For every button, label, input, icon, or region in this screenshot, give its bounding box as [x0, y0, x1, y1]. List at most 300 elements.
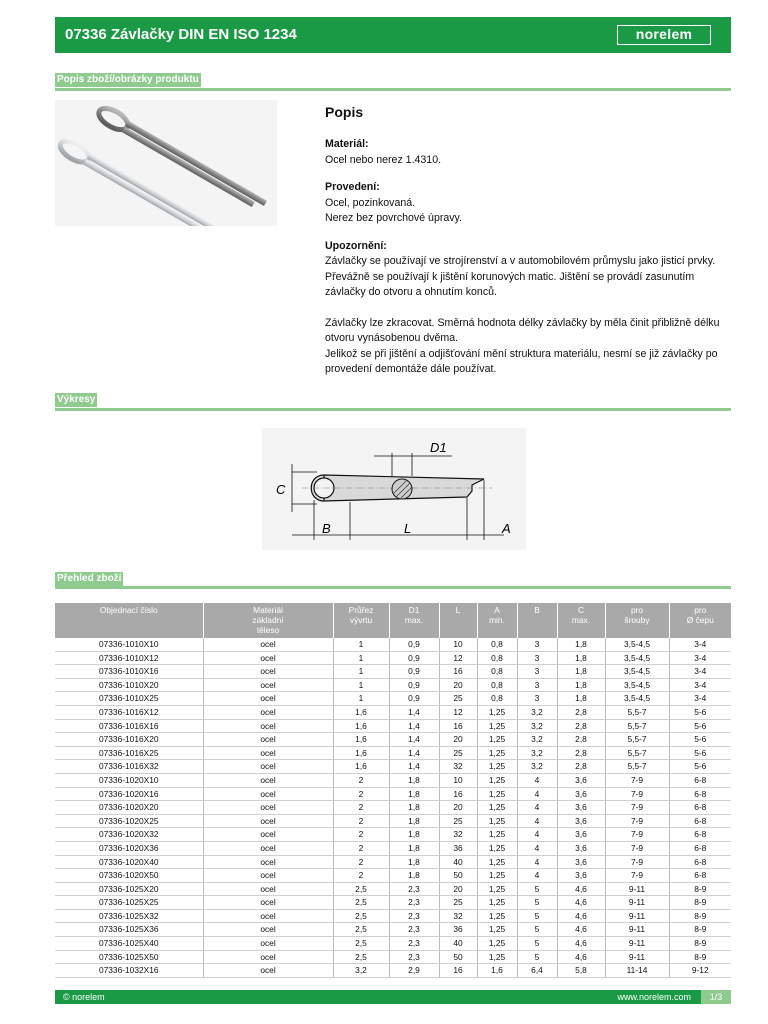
table-cell: 1,8 [389, 814, 439, 828]
table-cell: 2 [333, 814, 389, 828]
column-header-line: B [534, 605, 540, 615]
table-cell: 4,6 [557, 909, 605, 923]
table-cell: 07336-1025X25 [55, 896, 203, 910]
table-cell: 07336-1025X32 [55, 909, 203, 923]
product-table [55, 603, 731, 978]
table-cell: 16 [439, 719, 477, 733]
table-cell: 3 [517, 665, 557, 679]
table-cell: 3,5-4,5 [605, 651, 669, 665]
table-cell: 0,8 [477, 638, 517, 651]
table-cell: ocel [203, 909, 333, 923]
table-cell: 0,8 [477, 665, 517, 679]
table-cell: 5 [517, 909, 557, 923]
table-cell: 6-8 [669, 869, 731, 883]
table-cell: 9-11 [605, 923, 669, 937]
table-cell: 07336-1025X20 [55, 882, 203, 896]
section-divider [55, 408, 731, 411]
table-cell: 5,5-7 [605, 719, 669, 733]
table-row [55, 801, 731, 815]
column-header-line: základní [252, 615, 284, 625]
table-cell: 2 [333, 773, 389, 787]
column-header-line: L [455, 605, 461, 615]
table-cell: 1,8 [389, 855, 439, 869]
table-cell: 4,6 [557, 923, 605, 937]
table-cell: ocel [203, 937, 333, 951]
table-cell: 07336-1010X16 [55, 665, 203, 679]
table-cell: 1,8 [389, 869, 439, 883]
note-line: Převážně se používají k jištění korunových matic. Jištění se provádí zasunutím [325, 270, 695, 283]
table-row [55, 760, 731, 774]
finish-heading: Provedení: [325, 181, 380, 193]
table-cell: 5-6 [669, 760, 731, 774]
table-cell: ocel [203, 773, 333, 787]
table-cell: 07336-1020X16 [55, 787, 203, 801]
table-cell: 2,3 [389, 923, 439, 937]
table-header-row [55, 603, 731, 638]
table-cell: 4 [517, 801, 557, 815]
table-cell: 07336-1020X50 [55, 869, 203, 883]
table-row [55, 733, 731, 747]
table-cell: ocel [203, 923, 333, 937]
table-cell: 9-12 [669, 964, 731, 978]
table-cell: 1,4 [389, 705, 439, 719]
table-row [55, 896, 731, 910]
table-cell: 10 [439, 773, 477, 787]
table-cell: 1,25 [477, 746, 517, 760]
table-cell: 0,9 [389, 665, 439, 679]
table-cell: 11-14 [605, 964, 669, 978]
table-cell: 40 [439, 937, 477, 951]
table-row [55, 787, 731, 801]
section-hatch [392, 479, 412, 499]
table-cell: 1,25 [477, 841, 517, 855]
table-cell: ocel [203, 801, 333, 815]
table-cell: 8-9 [669, 909, 731, 923]
table-cell: ocel [203, 705, 333, 719]
note-line: závlačky do otvoru a ohnutím konců. [325, 286, 497, 298]
dim-d1-label: D1 [430, 440, 447, 455]
table-cell: 0,8 [477, 692, 517, 706]
table-cell: 2 [333, 869, 389, 883]
table-cell: 07336-1016X20 [55, 733, 203, 747]
table-cell: 1,25 [477, 937, 517, 951]
table-cell: 4 [517, 814, 557, 828]
table-cell: 1,8 [557, 651, 605, 665]
table-cell: 07336-1020X36 [55, 841, 203, 855]
table-cell: 6-8 [669, 841, 731, 855]
table-row [55, 651, 731, 665]
table-cell: 3,5-4,5 [605, 678, 669, 692]
column-header-line: max. [404, 615, 424, 625]
table-cell: 5-6 [669, 719, 731, 733]
table-cell: 1,25 [477, 923, 517, 937]
table-cell: 25 [439, 692, 477, 706]
column-header [557, 603, 605, 638]
table-cell: 1,6 [333, 746, 389, 760]
table-cell: 25 [439, 746, 477, 760]
table-cell: 3-4 [669, 692, 731, 706]
table-cell: 16 [439, 787, 477, 801]
note-line: otvoru vynásobenou dvěma. [325, 332, 459, 344]
table-cell: 1,8 [557, 692, 605, 706]
table-row [55, 923, 731, 937]
table-cell: 07336-1020X40 [55, 855, 203, 869]
table-cell: 6-8 [669, 787, 731, 801]
column-header [517, 603, 557, 638]
table-cell: 1,6 [333, 760, 389, 774]
column-header-line: Materiál [253, 605, 283, 615]
table-cell: 4 [517, 773, 557, 787]
table-cell: 1,4 [389, 746, 439, 760]
table-cell: 5,5-7 [605, 746, 669, 760]
table-cell: 5,5-7 [605, 705, 669, 719]
table-cell: 12 [439, 705, 477, 719]
table-cell: 1,8 [557, 638, 605, 651]
dim-a-label: A [502, 521, 511, 536]
table-cell: 1,8 [389, 801, 439, 815]
table-cell: 1,6 [333, 733, 389, 747]
table-cell: ocel [203, 882, 333, 896]
table-cell: ocel [203, 665, 333, 679]
table-cell: 16 [439, 964, 477, 978]
table-cell: 32 [439, 828, 477, 842]
table-cell: 3,2 [517, 746, 557, 760]
table-cell: 1 [333, 678, 389, 692]
table-cell: 2,5 [333, 882, 389, 896]
table-cell: 3,6 [557, 855, 605, 869]
table-row [55, 746, 731, 760]
table-cell: 3-4 [669, 651, 731, 665]
table-cell: 07336-1025X40 [55, 937, 203, 951]
table-row [55, 909, 731, 923]
note-heading: Upozornění: [325, 239, 387, 252]
table-cell: ocel [203, 692, 333, 706]
table-cell: 07336-1010X25 [55, 692, 203, 706]
table-cell: 6-8 [669, 814, 731, 828]
table-cell: 3,6 [557, 869, 605, 883]
table-cell: ocel [203, 651, 333, 665]
column-header [389, 603, 439, 638]
table-row [55, 773, 731, 787]
table-row [55, 814, 731, 828]
table-cell: 4,6 [557, 950, 605, 964]
column-header-line: vývrtu [349, 615, 373, 625]
section-label-drawings: Výkresy [57, 394, 96, 405]
table-cell: 5 [517, 923, 557, 937]
table-cell: 07336-1020X10 [55, 773, 203, 787]
column-header [669, 603, 731, 638]
column-header [477, 603, 517, 638]
column-header-line: C [577, 605, 585, 615]
table-cell: 3 [517, 638, 557, 651]
table-cell: 1,25 [477, 733, 517, 747]
column-header [203, 603, 333, 638]
table-cell: ocel [203, 787, 333, 801]
technical-drawing [262, 428, 526, 550]
table-cell: 9-11 [605, 950, 669, 964]
column-header-line: Objednací číslo [99, 605, 158, 615]
table-row [55, 869, 731, 883]
table-cell: 6-8 [669, 773, 731, 787]
table-cell: 7-9 [605, 787, 669, 801]
table-cell: 1 [333, 651, 389, 665]
section-divider [55, 586, 731, 589]
table-cell: 1,4 [389, 719, 439, 733]
table-cell: 3,6 [557, 828, 605, 842]
table-cell: 1,8 [389, 841, 439, 855]
dim-b-label: B [322, 521, 331, 536]
table-cell: 07336-1032X16 [55, 964, 203, 978]
table-cell: 3,2 [517, 733, 557, 747]
table-body [55, 638, 731, 977]
table-cell: 2 [333, 801, 389, 815]
table-cell: ocel [203, 814, 333, 828]
table-cell: 4 [517, 841, 557, 855]
table-cell: 8-9 [669, 923, 731, 937]
table-cell: ocel [203, 678, 333, 692]
table-cell: 4 [517, 869, 557, 883]
column-header-line: Ø čepu [686, 615, 714, 625]
table-cell: 1,25 [477, 882, 517, 896]
column-header-line: pro [694, 605, 707, 615]
table-row [55, 692, 731, 706]
table-cell: ocel [203, 746, 333, 760]
table-cell: 1,8 [389, 773, 439, 787]
table-cell: 4 [517, 828, 557, 842]
table-cell: 3,2 [517, 719, 557, 733]
table-cell: ocel [203, 719, 333, 733]
table-cell: 3,5-4,5 [605, 665, 669, 679]
table-cell: 7-9 [605, 828, 669, 842]
table-cell: ocel [203, 950, 333, 964]
table-cell: 3,5-4,5 [605, 638, 669, 651]
table-cell: 3,6 [557, 801, 605, 815]
table-cell: 1,25 [477, 869, 517, 883]
table-cell: ocel [203, 964, 333, 978]
table-cell: 7-9 [605, 801, 669, 815]
table-cell: 1,25 [477, 719, 517, 733]
table-row [55, 937, 731, 951]
table-cell: 3,6 [557, 787, 605, 801]
table-cell: 5,8 [557, 964, 605, 978]
table-cell: 1,6 [333, 719, 389, 733]
table-row [55, 719, 731, 733]
table-cell: 2,8 [557, 705, 605, 719]
table-cell: 12 [439, 651, 477, 665]
description-title: Popis [325, 104, 364, 120]
table-cell: 1,25 [477, 773, 517, 787]
table-cell: 20 [439, 882, 477, 896]
table-row [55, 638, 731, 651]
table-cell: 2,5 [333, 937, 389, 951]
table-cell: 1,25 [477, 705, 517, 719]
table-cell: 2,5 [333, 923, 389, 937]
column-header-line: šrouby [624, 615, 650, 625]
page-number: 1/3 [701, 990, 731, 1004]
table-cell: 1,8 [557, 665, 605, 679]
table-cell: 5 [517, 937, 557, 951]
table-cell: 32 [439, 909, 477, 923]
note-line: Závlačky lze zkracovat. Směrná hodnota délky závlačky by měla činit přibližně délku [325, 316, 720, 329]
table-cell: 07336-1020X25 [55, 814, 203, 828]
table-cell: ocel [203, 896, 333, 910]
table-cell: 4,6 [557, 896, 605, 910]
product-image [55, 100, 277, 226]
table-cell: 1,25 [477, 909, 517, 923]
table-cell: 50 [439, 950, 477, 964]
table-cell: ocel [203, 733, 333, 747]
table-cell: 07336-1010X20 [55, 678, 203, 692]
column-header-line: min. [489, 615, 505, 625]
table-cell: 4,6 [557, 937, 605, 951]
table-row [55, 841, 731, 855]
table-cell: 2,8 [557, 733, 605, 747]
table-row [55, 950, 731, 964]
table-cell: 0,9 [389, 678, 439, 692]
table-cell: 5,5-7 [605, 733, 669, 747]
table-cell: 07336-1025X50 [55, 950, 203, 964]
table-cell: 1,4 [389, 760, 439, 774]
table-cell: 0,9 [389, 638, 439, 651]
table-cell: 7-9 [605, 855, 669, 869]
table-cell: ocel [203, 828, 333, 842]
table-cell: 5 [517, 882, 557, 896]
table-cell: 2,8 [557, 746, 605, 760]
table-cell: 2,3 [389, 937, 439, 951]
table-cell: 6-8 [669, 855, 731, 869]
table-cell: 1 [333, 638, 389, 651]
column-header-line: max. [571, 615, 591, 625]
table-cell: 16 [439, 665, 477, 679]
section-divider [55, 88, 731, 91]
table-cell: 40 [439, 855, 477, 869]
table-cell: 3,2 [517, 705, 557, 719]
table-cell: 8-9 [669, 896, 731, 910]
table-row [55, 855, 731, 869]
table-cell: 5-6 [669, 705, 731, 719]
table-cell: 9-11 [605, 896, 669, 910]
table-cell: 1,4 [389, 733, 439, 747]
table-cell: 8-9 [669, 882, 731, 896]
table-cell: 3,6 [557, 773, 605, 787]
table-cell: 3,6 [557, 814, 605, 828]
table-cell: 1,8 [557, 678, 605, 692]
table-cell: 25 [439, 814, 477, 828]
table-cell: 6,4 [517, 964, 557, 978]
table-cell: 50 [439, 869, 477, 883]
table-cell: 6-8 [669, 801, 731, 815]
table-cell: ocel [203, 841, 333, 855]
note-line: provedení demontáže dále používat. [325, 363, 497, 375]
table-cell: 1,25 [477, 760, 517, 774]
finish-line: Ocel, pozinkovaná. [325, 196, 416, 209]
table-cell: 1 [333, 692, 389, 706]
norelem-logo: norelem [617, 25, 711, 45]
note-line: Závlačky se používají ve strojírenství a v automobilovém průmyslu jako jisticí prvky. [325, 255, 716, 267]
table-cell: 2,5 [333, 909, 389, 923]
table-row [55, 828, 731, 842]
table-cell: 7-9 [605, 869, 669, 883]
table-cell: 5 [517, 896, 557, 910]
table-cell: 07336-1010X12 [55, 651, 203, 665]
table-cell: 25 [439, 896, 477, 910]
table-cell: 0,8 [477, 651, 517, 665]
table-cell: ocel [203, 869, 333, 883]
table-cell: 07336-1020X20 [55, 801, 203, 815]
column-header [439, 603, 477, 638]
table-cell: 7-9 [605, 773, 669, 787]
table-cell: 36 [439, 923, 477, 937]
table-cell: 5 [517, 950, 557, 964]
note-line: Jelikož se při jištění a odjišťování mění struktura materiálu, nesmí se již závlačky po [325, 347, 718, 360]
section-label-product: Popis zboží/obrázky produktu [57, 74, 199, 85]
table-cell: 2,8 [557, 760, 605, 774]
table-cell: 0,8 [477, 678, 517, 692]
table-cell: 5,5-7 [605, 760, 669, 774]
column-header-line: Průřez [348, 605, 374, 615]
table-cell: 20 [439, 733, 477, 747]
table-cell: 5-6 [669, 746, 731, 760]
table-cell: 2,8 [557, 719, 605, 733]
table-cell: 07336-1010X10 [55, 638, 203, 651]
table-cell: ocel [203, 760, 333, 774]
table-cell: 07336-1016X16 [55, 719, 203, 733]
table-cell: 9-11 [605, 909, 669, 923]
table-cell: 2 [333, 841, 389, 855]
table-cell: 0,9 [389, 692, 439, 706]
column-header-line: A [494, 605, 500, 615]
table-cell: 20 [439, 678, 477, 692]
table-cell: 1,6 [477, 964, 517, 978]
material-text: Ocel nebo nerez 1.4310. [325, 153, 442, 166]
table-cell: 7-9 [605, 841, 669, 855]
table-cell: 36 [439, 841, 477, 855]
column-header-line: těleso [256, 625, 280, 635]
table-cell: 1,8 [389, 828, 439, 842]
table-cell: 20 [439, 801, 477, 815]
table-cell: 3 [517, 692, 557, 706]
description-block [325, 137, 720, 378]
page-footer [55, 990, 731, 1004]
table-cell: 2 [333, 828, 389, 842]
table-cell: 3 [517, 678, 557, 692]
table-cell: 4 [517, 787, 557, 801]
table-cell: 07336-1016X25 [55, 746, 203, 760]
table-cell: 4,6 [557, 882, 605, 896]
table-cell: 3-4 [669, 665, 731, 679]
section-label-overview: Přehled zboží [57, 573, 122, 584]
table-row [55, 882, 731, 896]
website-link[interactable]: www.norelem.com [617, 992, 691, 1002]
table-cell: 10 [439, 638, 477, 651]
table-cell: 3 [517, 651, 557, 665]
table-cell: 2,9 [389, 964, 439, 978]
table-cell: 2,3 [389, 896, 439, 910]
table-cell: 1,8 [389, 787, 439, 801]
table-cell: 3,5-4,5 [605, 692, 669, 706]
table-cell: 1,25 [477, 855, 517, 869]
table-cell: 3-4 [669, 678, 731, 692]
table-cell: 1,25 [477, 814, 517, 828]
table-cell: 5-6 [669, 733, 731, 747]
finish-line: Nerez bez povrchové úpravy. [325, 212, 462, 224]
table-cell: 2 [333, 787, 389, 801]
table-cell: 07336-1016X32 [55, 760, 203, 774]
column-header [333, 603, 389, 638]
table-cell: 3-4 [669, 638, 731, 651]
dim-c-label: C [276, 482, 286, 497]
table-cell: 9-11 [605, 882, 669, 896]
